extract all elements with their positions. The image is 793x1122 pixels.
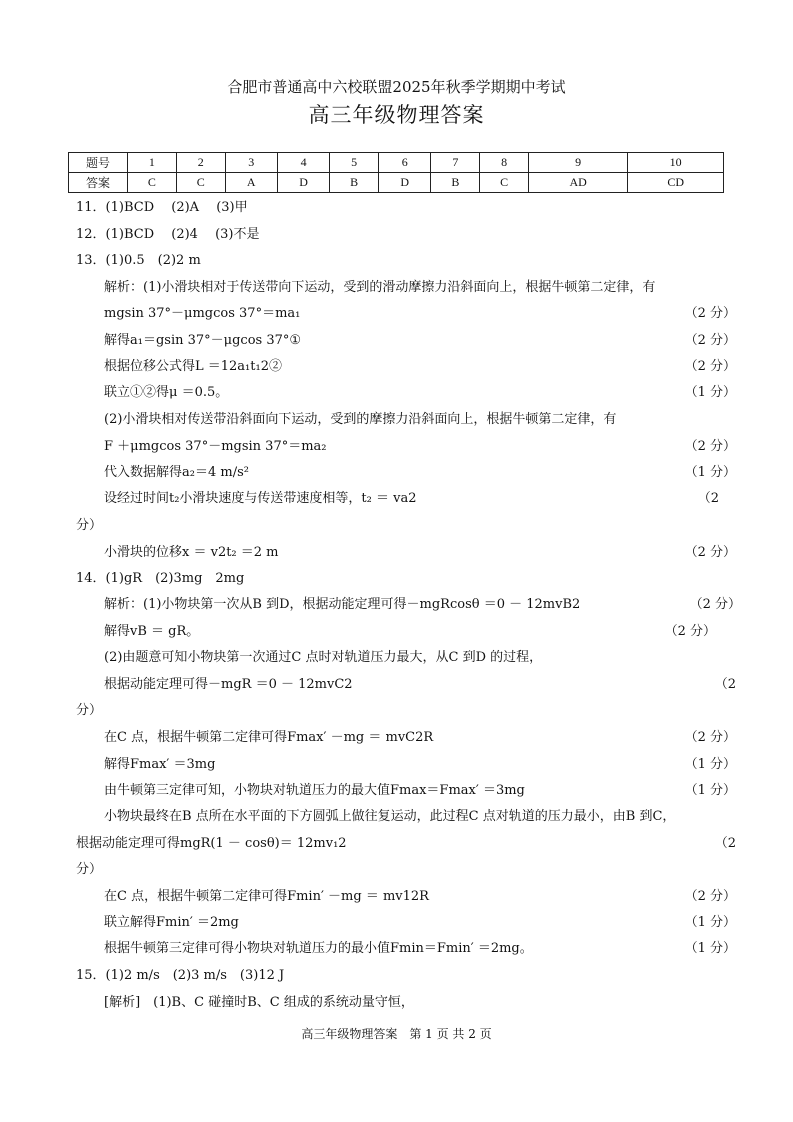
answer-line: 分） xyxy=(76,518,103,533)
answer-cell: C xyxy=(480,173,529,193)
score-label: （2 xyxy=(714,677,736,692)
answer-line: 11．(1)BCD (2)A (3)甲 xyxy=(76,200,248,215)
score-label: （1 分） xyxy=(684,465,736,480)
answer-cell: AD xyxy=(529,173,628,193)
score-label: （1 分） xyxy=(684,783,736,798)
answer-cell: C xyxy=(176,173,225,193)
answer-line: 解析：(1)小物块第一次从B 到D，根据动能定理可得－mgRcosθ ＝0 － 12mvB2 xyxy=(104,597,581,612)
score-label: （2 分） xyxy=(689,597,741,612)
answer-line: 小物块最终在B 点所在水平面的下方圆弧上做往复运动，此过程C 点对轨道的压力最小，由B 到C， xyxy=(104,809,676,824)
number-row xyxy=(69,153,724,173)
answer-line: 根据动能定理可得mgR(1 － cosθ)＝ 12mv₁2 xyxy=(76,836,347,851)
score-label: （2 分） xyxy=(684,545,736,560)
question-number: 3 xyxy=(225,153,277,173)
score-label: （2 分） xyxy=(684,333,736,348)
score-label: （2 分） xyxy=(684,730,736,745)
score-label: （2 分） xyxy=(684,359,736,374)
row-label: 答案 xyxy=(69,173,128,193)
score-label: （1 分） xyxy=(684,941,736,956)
answer-cell: A xyxy=(225,173,277,193)
answer-line: 设经过时间t₂小滑块速度与传送带速度相等，t₂ ＝ va2 xyxy=(104,491,417,506)
question-number: 4 xyxy=(277,153,329,173)
score-label: （2 分） xyxy=(684,306,736,321)
answer-line: 代入数据解得a₂＝4 m/s² xyxy=(104,465,249,480)
question-number: 5 xyxy=(330,153,379,173)
answer-cell: CD xyxy=(628,173,724,193)
score-label: （2 分） xyxy=(684,889,736,904)
answer-line: (2)由题意可知小物块第一次通过C 点时对轨道压力最大，从C 到D 的过程， xyxy=(104,650,543,665)
answer-cell: D xyxy=(277,173,329,193)
answer-line: 12．(1)BCD (2)4 (3)不是 xyxy=(76,227,260,242)
answer-line: 由牛顿第三定律可知，小物块对轨道压力的最大值Fmax＝Fmax′ ＝3mg xyxy=(104,783,525,798)
score-label: （2 分） xyxy=(684,439,736,454)
answer-line: 13．(1)0.5 (2)2 m xyxy=(76,253,201,268)
answer-table xyxy=(68,152,724,193)
answer-title: 高三年级物理答案 xyxy=(308,103,485,127)
answer-line: 解得a₁＝gsin 37°－μgcos 37°① xyxy=(104,333,302,348)
answer-line: 分） xyxy=(76,703,103,718)
answer-line: 根据位移公式得L ＝12a₁t₁2② xyxy=(104,359,282,374)
answer-line: mgsin 37°－μmgcos 37°＝ma₁ xyxy=(104,306,301,321)
answer-line: 在C 点，根据牛顿第二定律可得Fmin′ －mg ＝ mv12R xyxy=(104,889,429,904)
answer-line: 解得Fmax′ ＝3mg xyxy=(104,757,216,772)
answer-cell: D xyxy=(379,173,431,193)
question-number: 2 xyxy=(176,153,225,173)
page-footer: 高三年级物理答案 第 1 页 共 2 页 xyxy=(301,1027,492,1041)
answer-cell: C xyxy=(128,173,177,193)
score-label: （2 xyxy=(697,491,719,506)
score-label: （2 xyxy=(714,836,736,851)
answer-line: 15．(1)2 m/s (2)3 m/s (3)12 J xyxy=(76,968,285,983)
answer-line: 分） xyxy=(76,862,103,877)
score-label: （2 分） xyxy=(664,624,716,639)
question-number: 6 xyxy=(379,153,431,173)
answer-cell: B xyxy=(330,173,379,193)
score-label: （1 分） xyxy=(684,385,736,400)
answer-line: (2)小滑块相对传送带沿斜面向下运动，受到的摩擦力沿斜面向上，根据牛顿第二定律，有 xyxy=(104,412,617,427)
answer-line: 联立解得Fmin′ ＝2mg xyxy=(104,915,239,930)
question-number: 8 xyxy=(480,153,529,173)
score-label: （1 分） xyxy=(684,757,736,772)
answer-line: 解析：(1)小滑块相对于传送带向下运动，受到的滑动摩擦力沿斜面向上，根据牛顿第二定律，有 xyxy=(104,280,656,295)
answer-line: 小滑块的位移x ＝ v2t₂ ＝2 m xyxy=(104,545,279,560)
answer-line: 解得vB ＝ gR。 xyxy=(104,624,200,639)
answer-row xyxy=(69,173,724,193)
answer-line: [解析] (1)B、C 碰撞时B、C 组成的系统动量守恒， xyxy=(104,995,414,1010)
answer-line: 根据动能定理可得－mgR ＝0 － 12mvC2 xyxy=(104,677,353,692)
answer-line: 在C 点，根据牛顿第二定律可得Fmax′ －mg ＝ mvC2R xyxy=(104,730,434,745)
exam-title: 合肥市普通高中六校联盟2025年秋季学期期中考试 xyxy=(227,78,566,96)
row-label: 题号 xyxy=(69,153,128,173)
answer-cell: B xyxy=(431,173,480,193)
answer-line: 联立①②得μ ＝0.5。 xyxy=(104,385,229,400)
answer-line: 根据牛顿第三定律可得小物块对轨道压力的最小值Fmin＝Fmin′ ＝2mg。 xyxy=(104,941,533,956)
answer-line: F ＋μmgcos 37°－mgsin 37°＝ma₂ xyxy=(104,439,327,454)
question-number: 1 xyxy=(128,153,177,173)
question-number: 7 xyxy=(431,153,480,173)
answer-line: 14．(1)gR (2)3mg 2mg xyxy=(76,571,245,586)
question-number: 9 xyxy=(529,153,628,173)
score-label: （1 分） xyxy=(684,915,736,930)
question-number: 10 xyxy=(628,153,724,173)
